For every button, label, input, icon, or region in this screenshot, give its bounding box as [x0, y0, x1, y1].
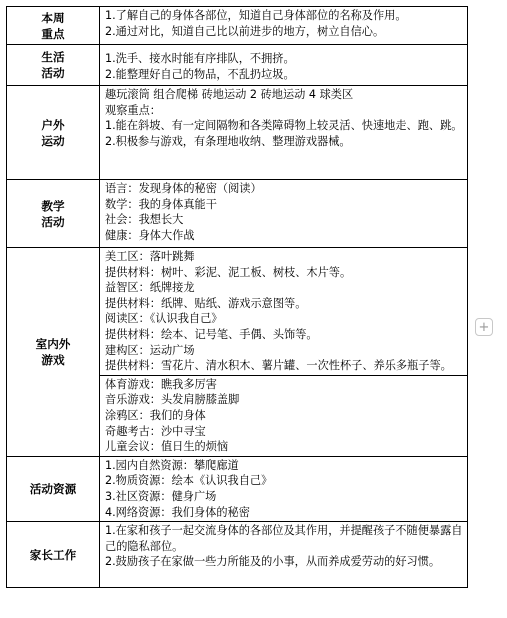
- label-line: 家长工作: [29, 547, 77, 562]
- label-line: 运动: [41, 133, 65, 148]
- label-teaching-activities: [7, 180, 100, 248]
- text-line: 语言：发现身体的秘密（阅读）: [105, 182, 262, 195]
- label-line: 游戏: [41, 352, 65, 367]
- text-line: 2.物质资源：绘本《认识我自己》: [105, 474, 273, 488]
- label-line: 户外: [41, 117, 65, 132]
- area-materials: 提供材料：纸牌、贴纸、游戏示意图等。: [105, 296, 307, 310]
- row-life-activities: [7, 45, 468, 86]
- row-weekly-focus: [7, 7, 468, 45]
- label-line: 生活: [41, 50, 65, 64]
- area-name: 美工区：落叶跳舞: [105, 250, 195, 263]
- outdoor-areas: 趣玩滚筒 组合爬梯 砖地运动 2 砖地运动 4 球类区: [105, 88, 354, 101]
- area-materials: 提供材料：树叶、彩泥、泥工板、树枝、木片等。: [105, 265, 352, 279]
- content-outdoor-sports: [100, 86, 468, 180]
- area-name: 建构区：运动广场: [105, 343, 195, 357]
- row-parent-work: [7, 522, 468, 588]
- area-materials: 提供材料：绘本、记号笔、手偶、头饰等。: [105, 327, 318, 341]
- text-line: 健康：身体大作战: [105, 228, 195, 242]
- label-parent-work: [7, 522, 100, 588]
- area-name: 益智区：纸牌接龙: [105, 281, 195, 295]
- label-line: 活动: [41, 214, 65, 229]
- game-item: 儿童会议：值日生的烦恼: [105, 440, 229, 454]
- text-line: 1.洗手、接水时能有序排队，不拥挤。: [105, 52, 295, 65]
- label-line: 活动: [41, 66, 65, 80]
- label-outdoor-sports: [7, 86, 100, 180]
- game-item: 涂鸦区：我们的身体: [105, 408, 206, 422]
- text-line: 2.鼓励孩子在家做一些力所能及的小事，从而养成爱劳动的好习惯。: [105, 555, 441, 569]
- row-teaching-activities: [7, 180, 468, 248]
- text-line: 3.社区资源：健身广场: [105, 489, 217, 503]
- text-line: 数学：我的身体真能干: [105, 197, 217, 211]
- text-line: 社会：我想长大: [105, 213, 184, 227]
- game-item: 体育游戏：瞧我多厉害: [105, 377, 217, 391]
- text-line: 2.通过对比，知道自己比以前进步的地方，树立自信心。: [105, 24, 385, 38]
- label-indoor-outdoor-games: [7, 248, 100, 457]
- text-line: 1.了解自己的身体各部位，知道自己身体部位的名称及作用。: [105, 9, 407, 22]
- content-weekly-focus: [100, 7, 468, 45]
- game-item: 音乐游戏：头发肩膀膝盖脚: [105, 393, 240, 407]
- content-parent-work: [100, 522, 468, 588]
- text-line: 2.能整理好自己的物品，不乱扔垃圾。: [105, 67, 295, 81]
- observation-heading: 观察重点：: [105, 103, 161, 117]
- content-activity-areas: [100, 248, 468, 376]
- content-life-activities: [100, 45, 468, 86]
- content-activity-resources: [100, 456, 468, 521]
- row-indoor-outdoor-areas: [7, 248, 468, 376]
- area-name: 阅读区：《认识我自己》: [105, 312, 223, 326]
- label-weekly-focus: [7, 7, 100, 45]
- area-materials: 提供材料：雪花片、清水积木、薯片罐、一次性杯子、养乐多瓶子等。: [105, 359, 452, 373]
- content-teaching-activities: [100, 180, 468, 248]
- weekly-plan-table: [6, 6, 468, 588]
- row-activity-resources: [7, 456, 468, 521]
- label-line: 重点: [41, 26, 65, 41]
- label-life-activities: [7, 45, 100, 86]
- content-games: [100, 375, 468, 456]
- text-line: 2.积极参与游戏，有条理地收纳、整理游戏器械。: [105, 134, 351, 148]
- label-line: 教学: [41, 198, 65, 213]
- text-line: 1.能在斜坡、有一定间隔物和各类障碍物上较灵活、快速地走、跑、跳。: [105, 119, 463, 133]
- add-icon[interactable]: +: [475, 318, 493, 336]
- label-line: 活动资源: [29, 481, 77, 496]
- label-line: 室内外: [35, 336, 71, 351]
- label-activity-resources: [7, 456, 100, 521]
- text-line: 1.园内自然资源：攀爬廊道: [105, 458, 239, 472]
- label-line: 本周: [41, 10, 65, 25]
- game-item: 奇趣考古：沙中寻宝: [105, 424, 206, 438]
- row-outdoor-sports: [7, 86, 468, 180]
- text-line: 1.在家和孩子一起交流身体的各部位及其作用，并提醒孩子不随便暴露自己的隐私部位。: [105, 524, 463, 553]
- text-line: 4.网络资源：我们身体的秘密: [105, 505, 250, 519]
